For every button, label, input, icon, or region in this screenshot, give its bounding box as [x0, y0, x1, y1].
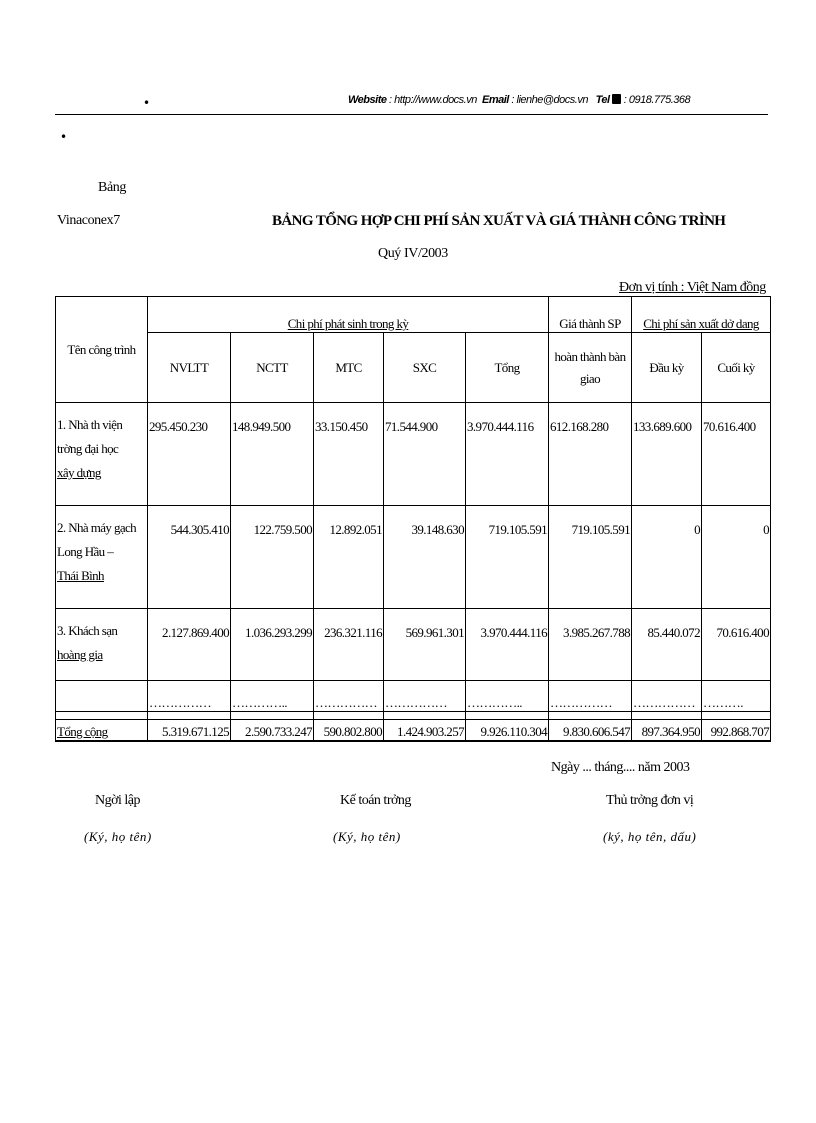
project-name-cell: 2. Nhà máy gạch Long Hầu – Thái Bình	[56, 506, 148, 609]
value-cell: 0	[702, 506, 771, 609]
website-label: Website	[348, 94, 387, 106]
header-total: Tổng	[466, 333, 549, 403]
dots-cell: ……………	[549, 681, 632, 712]
value-cell: 295.450.230	[148, 403, 231, 506]
signer-accountant-title: Kế toán trởng	[340, 793, 411, 808]
value-cell: 85.440.072	[632, 609, 702, 681]
value-cell: 71.544.900	[384, 403, 466, 506]
signer-preparer-note: (Ký, họ tên)	[84, 829, 152, 844]
bullet-left: •	[60, 130, 68, 144]
value-cell: 0	[632, 506, 702, 609]
total-cell: 5.319.671.125	[148, 720, 231, 742]
header-price-1: Giá thành SP	[549, 297, 632, 333]
total-cell: 992.868.707	[702, 720, 771, 742]
header-nctt: NCTT	[231, 333, 314, 403]
email-label: Email	[481, 94, 509, 106]
placeholder-row	[56, 681, 771, 712]
dots-cell: …………..	[231, 681, 314, 712]
header-cost-group: Chi phí phát sinh trong kỳ	[287, 316, 409, 331]
value-cell: 3.970.444.116	[466, 609, 549, 681]
dots-cell: ……………	[384, 681, 466, 712]
signer-director-title: Thủ trởng đơn vị	[606, 793, 694, 808]
value-cell: 70.616.400	[702, 403, 771, 506]
value-cell: 70.616.400	[702, 609, 771, 681]
table-row	[56, 609, 771, 681]
total-cell: 9.926.110.304	[466, 720, 549, 742]
company-name: Vinaconex7	[57, 213, 120, 228]
table-row	[56, 403, 771, 506]
header-project-name: Tên công trình	[56, 297, 148, 403]
unit-label: Đơn vị tính : Việt Nam đồng	[619, 280, 766, 295]
value-cell: 12.892.051	[314, 506, 384, 609]
value-cell: 39.148.630	[384, 506, 466, 609]
project-name-cell: 3. Khách sạn hoàng gia	[56, 609, 148, 681]
phone-icon	[612, 94, 621, 104]
total-cell: 897.364.950	[632, 720, 702, 742]
value-cell: 569.961.301	[384, 609, 466, 681]
dots-cell: ……………	[314, 681, 384, 712]
website-value[interactable]: : http://www.docs.vn	[386, 94, 477, 106]
sign-date: Ngày ... tháng.... năm 2003	[551, 760, 690, 775]
table-row	[56, 506, 771, 609]
total-cell: 1.424.903.257	[384, 720, 466, 742]
value-cell: 719.105.591	[549, 506, 632, 609]
dots-cell: …………..	[466, 681, 549, 712]
total-row	[56, 720, 771, 742]
header-sxc: SXC	[384, 333, 466, 403]
header-mtc: MTC	[314, 333, 384, 403]
value-cell: 2.127.869.400	[148, 609, 231, 681]
value-cell: 133.689.600	[632, 403, 702, 506]
signer-preparer-title: Ngời lập	[95, 793, 141, 808]
value-cell: 719.105.591	[466, 506, 549, 609]
total-label: Tổng cộng	[56, 720, 148, 742]
email-value[interactable]: : lienhe@docs.vn	[508, 94, 588, 106]
total-cell: 2.590.733.247	[231, 720, 314, 742]
header-wip-group: Chi phí sản xuất dở dang	[643, 316, 759, 331]
value-cell: 612.168.280	[549, 403, 632, 506]
header-price-2: hoàn thành bàn giao	[549, 333, 632, 403]
value-cell: 33.150.450	[314, 403, 384, 506]
dots-cell: ……………	[632, 681, 702, 712]
cost-summary-table	[55, 296, 771, 742]
total-cell: 9.830.606.547	[549, 720, 632, 742]
value-cell: 122.759.500	[231, 506, 314, 609]
header-begin: Đầu kỳ	[632, 333, 702, 403]
value-cell: 3.970.444.116	[466, 403, 549, 506]
value-cell: 148.949.500	[231, 403, 314, 506]
total-cell: 590.802.800	[314, 720, 384, 742]
tel-value: : 0918.775.368	[621, 94, 691, 106]
value-cell: 1.036.293.299	[231, 609, 314, 681]
empty-cell	[56, 681, 148, 712]
header-end: Cuối kỳ	[702, 333, 771, 403]
tel-label: Tel	[595, 94, 610, 106]
bullet-header: •	[143, 96, 151, 110]
dots-cell: ……………	[148, 681, 231, 712]
spacer-row	[56, 712, 771, 720]
signer-accountant-note: (Ký, họ tên)	[333, 829, 401, 844]
bang-label: Bảng	[98, 180, 126, 195]
dots-cell: ……….	[702, 681, 771, 712]
contact-line	[348, 94, 690, 106]
value-cell: 3.985.267.788	[549, 609, 632, 681]
quarter-label: Quý IV/2003	[378, 246, 448, 261]
header-nvltt: NVLTT	[148, 333, 231, 403]
project-name-cell: 1. Nhà th viện trờng đại học xây dựng	[56, 403, 148, 506]
value-cell: 236.321.116	[314, 609, 384, 681]
value-cell: 544.305.410	[148, 506, 231, 609]
signer-director-note: (ký, họ tên, dấu)	[603, 829, 697, 844]
page-title: BẢNG TỔNG HỢP CHI PHÍ SẢN XUẤT VÀ GIÁ THÀNH CÔNG TRÌNH	[272, 213, 726, 229]
